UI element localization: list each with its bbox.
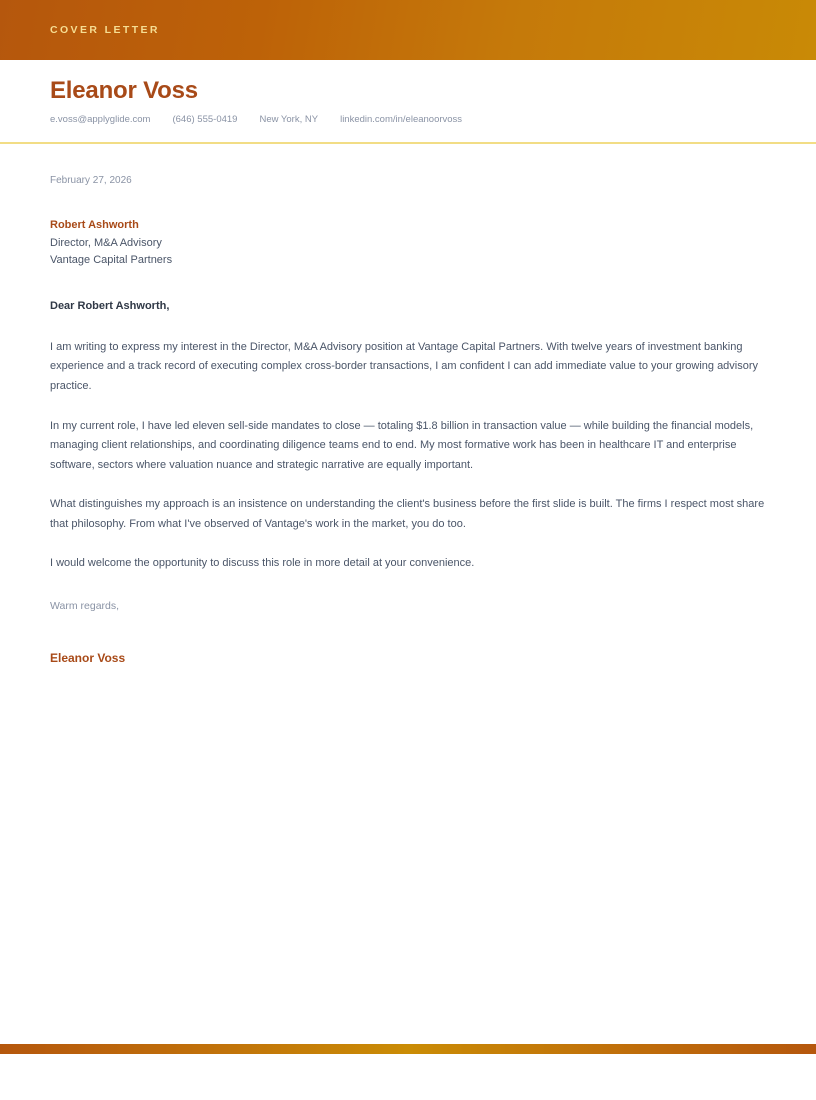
recipient-block [50,217,766,270]
document-banner [0,0,816,60]
letter-paragraph: I am writing to express my interest in the Director, M&A Advisory position at Vantage Capital Partners. With twelve years of investment banking experience and a track record of executing complex cross-border transactions, I am confident I can add immediate value to your growing advisory practice. [50,340,759,392]
contact-info-row [50,114,766,125]
closing-salutation: Warm regards, [50,600,120,613]
letter-paragraph: I would welcome the opportunity to discuss this role in more detail at your convenience. [50,557,475,570]
letter-paragraph: In my current role, I have led eleven sell-side mandates to close — totaling $1.8 billion in transaction value — while building the financial models, managing client relationships, and coordinating diligence teams end to end. My most formative work has been in healthcare IT and enterprise software, sectors where valuation nuance and strategic narrative are equally important. [50,419,754,471]
recipient-company: Vantage Capital Partners [50,254,173,267]
footer-spacer [0,856,816,1044]
signature-name: Eleanor Voss [50,650,126,665]
salutation: Dear Robert Ashworth, [50,300,170,313]
document-type-label: COVER LETTER [50,23,160,36]
footer-accent-bar [0,1044,816,1054]
contact-location: New York, NY [259,114,319,126]
letter-paragraph: What distinguishes my approach is an insistence on understanding the client's business before the first slide is built. The firms I respect most share that philosophy. From what I've observed of Vantage's work in the market, you do too. [50,498,765,530]
recipient-name: Robert Ashworth [50,218,139,231]
letter-body [0,144,816,856]
contact-linkedin[interactable]: linkedin.com/in/eleanoorvoss [340,114,463,126]
identity-header [0,60,816,144]
page-title: Eleanor Voss [50,77,198,104]
letter-date: February 27, 2026 [50,174,132,186]
footer-margin [0,1054,816,1100]
contact-email[interactable]: e.voss@applyglide.com [50,114,151,126]
contact-phone[interactable]: (646) 555-0419 [172,114,238,126]
recipient-title: Director, M&A Advisory [50,236,162,249]
